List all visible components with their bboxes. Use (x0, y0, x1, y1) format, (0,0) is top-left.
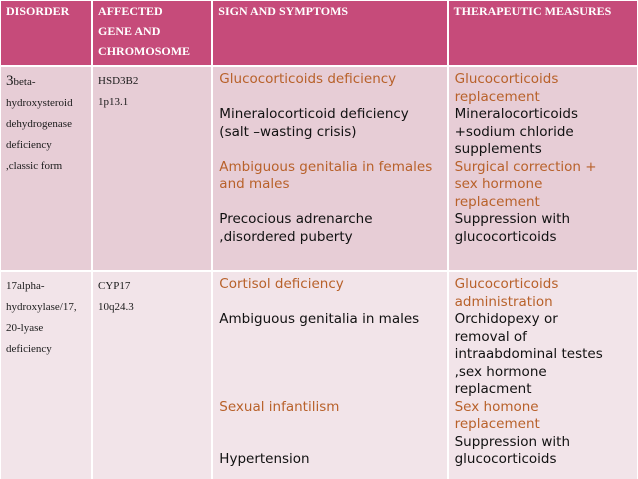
therapy-line: supplements (454, 141, 542, 157)
sign-line: Ambiguous genitalia in females (219, 158, 433, 175)
header-therapy (448, 0, 638, 66)
cell-disorder (0, 66, 92, 271)
chromosome-locus: 10q24.3 (98, 301, 134, 313)
cell-signs (212, 66, 447, 271)
header-affected-gene (92, 0, 212, 66)
therapy-line: +sodium chloride (454, 123, 574, 140)
therapy-line: glucocorticoids (454, 228, 557, 245)
therapy-line: administration (454, 293, 553, 310)
cell-therapy (448, 271, 638, 479)
cell-signs (212, 271, 447, 479)
disorder-line: 17alpha- (6, 280, 45, 292)
chromosome-locus: 1p13.1 (98, 96, 129, 108)
disorder-line: ,classic form (6, 160, 63, 172)
header-signs-label: SIGN AND SYMPTOMS (218, 4, 349, 18)
therapy-line: Suppression with (454, 211, 570, 227)
therapy-line: Surgical correction + (454, 158, 597, 175)
gene-name: CYP17 (98, 280, 131, 292)
gene-name: HSD3B2 (98, 75, 139, 87)
sign-line: Hypertension (219, 451, 310, 467)
cell-therapy (448, 66, 638, 271)
cell-gene (92, 66, 212, 271)
therapy-line: intraabdominal testes (454, 346, 603, 362)
therapy-line: replacment (454, 381, 532, 397)
therapy-line: Orchidopexy or (454, 311, 558, 327)
table-header-row (0, 0, 638, 66)
header-therapy-label: THERAPEUTIC MEASURES (453, 4, 612, 18)
therapy-line: Glucocorticoids (454, 276, 559, 292)
disorder-line: deficiency (6, 343, 52, 355)
therapy-line: replacement (454, 193, 540, 210)
disorder-line: dehydrogenase (6, 118, 72, 130)
header-affected-line3: CHROMOSOME (98, 44, 191, 58)
therapy-line: removal of (454, 328, 527, 345)
header-signs (212, 0, 447, 66)
therapy-line: glucocorticoids (454, 451, 557, 467)
therapy-line: Mineralocorticoids (454, 106, 579, 122)
therapy-line: Suppression with (454, 433, 570, 450)
header-disorder (0, 0, 92, 66)
sign-line: ,disordered puberty (219, 228, 353, 245)
header-affected-line1: AFFECTED (98, 4, 163, 18)
cell-gene (92, 271, 212, 479)
disorder-line: deficiency (6, 139, 52, 151)
therapy-line: replacement (454, 88, 540, 105)
therapy-line: ,sex hormone (454, 363, 547, 380)
sign-line: Ambiguous genitalia in males (219, 311, 420, 327)
therapy-line: sex hormone (454, 176, 543, 192)
sign-line: Cortisol deficiency (219, 276, 344, 292)
disorder-line: 3beta- (6, 73, 36, 89)
sign-line: Sexual infantilism (219, 398, 340, 415)
cell-disorder (0, 271, 92, 479)
therapy-line: Sex homone (454, 398, 539, 415)
sign-line: Mineralocorticoid deficiency (219, 106, 409, 122)
sign-line: (salt –wasting crisis) (219, 123, 357, 140)
disorder-line: 20-lyase (6, 322, 44, 334)
table-row (0, 66, 638, 271)
sign-line: Glucocorticoids deficiency (219, 71, 397, 87)
sign-line: Precocious adrenarche (219, 211, 373, 227)
header-affected-line2: GENE AND (98, 24, 161, 38)
sign-line: and males (219, 176, 290, 192)
table-row (0, 271, 638, 479)
therapy-line: Glucocorticoids (454, 71, 559, 87)
disorder-line: hydroxysteroid (6, 97, 73, 109)
header-disorder-label: DISORDER (6, 4, 70, 18)
disorder-line: hydroxylase/17, (6, 301, 77, 313)
therapy-line: replacement (454, 416, 540, 432)
